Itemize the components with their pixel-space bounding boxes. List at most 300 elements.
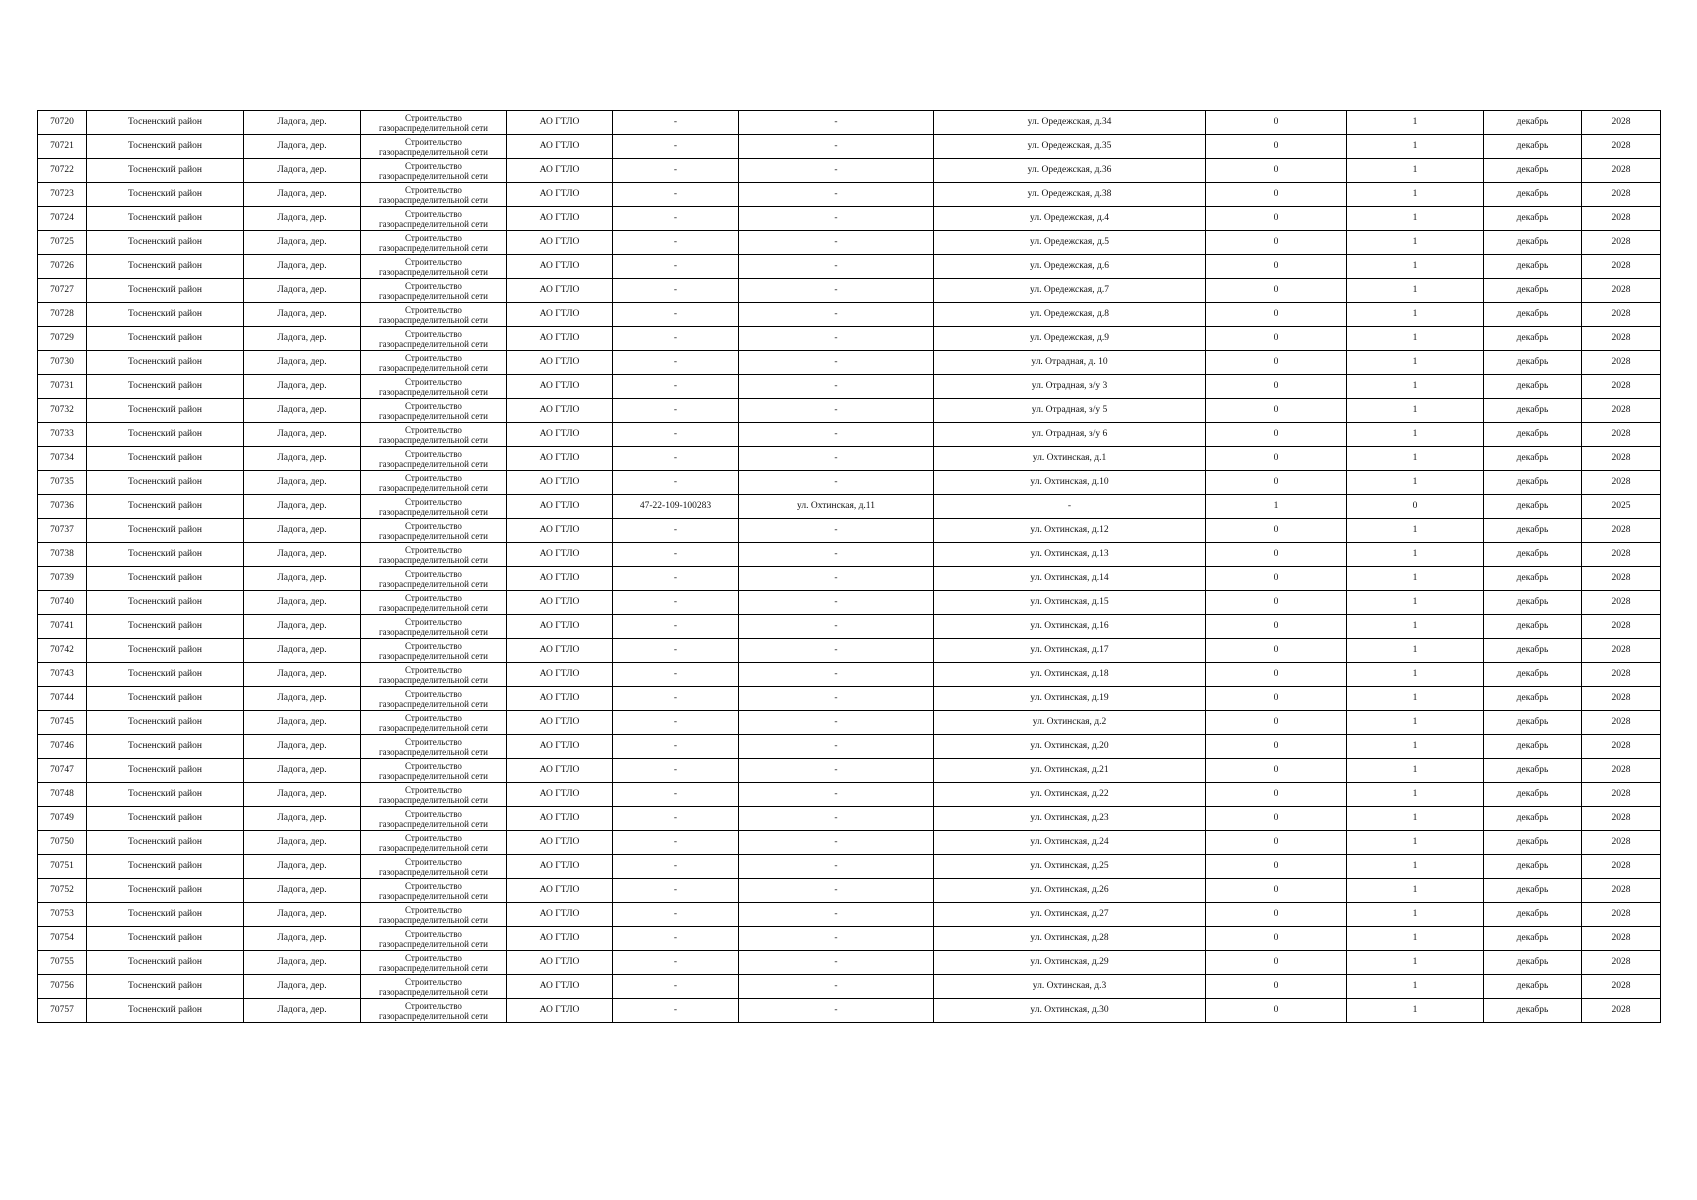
organization-cell: АО ГТЛО bbox=[507, 663, 613, 687]
table-row bbox=[38, 783, 1661, 807]
row-number-cell: 70757 bbox=[38, 999, 87, 1023]
locality-cell: Ладога, дер. bbox=[244, 207, 361, 231]
row-number-cell: 70747 bbox=[38, 759, 87, 783]
work-type-cell bbox=[361, 615, 507, 639]
count-b-cell: 1 bbox=[1347, 903, 1484, 927]
work-type-cell bbox=[361, 975, 507, 999]
row-number-cell: 70731 bbox=[38, 375, 87, 399]
address-cell: ул. Охтинская, д.29 bbox=[934, 951, 1206, 975]
month-cell: декабрь bbox=[1484, 759, 1582, 783]
work-type-cell bbox=[361, 471, 507, 495]
work-type-line-2: газораспределительной сети bbox=[378, 1010, 488, 1021]
cadastral-number-cell: - bbox=[613, 279, 739, 303]
work-type-cell bbox=[361, 159, 507, 183]
locality-cell: Ладога, дер. bbox=[244, 783, 361, 807]
locality-cell: Ладога, дер. bbox=[244, 135, 361, 159]
count-b-cell: 1 bbox=[1347, 423, 1484, 447]
year-cell: 2028 bbox=[1582, 903, 1661, 927]
row-number-cell: 70721 bbox=[38, 135, 87, 159]
address-cell: ул. Оредежская, д.4 bbox=[934, 207, 1206, 231]
district-cell: Тосненский район bbox=[87, 735, 244, 759]
locality-cell: Ладога, дер. bbox=[244, 495, 361, 519]
object-address-cell: - bbox=[739, 375, 934, 399]
locality-cell: Ладога, дер. bbox=[244, 471, 361, 495]
work-type-line-1: Строительство bbox=[405, 592, 462, 603]
month-cell: декабрь bbox=[1484, 519, 1582, 543]
district-cell: Тосненский район bbox=[87, 543, 244, 567]
district-cell: Тосненский район bbox=[87, 255, 244, 279]
locality-cell: Ладога, дер. bbox=[244, 903, 361, 927]
row-number-cell: 70743 bbox=[38, 663, 87, 687]
work-type-line-1: Строительство bbox=[405, 328, 462, 339]
work-type-line-1: Строительство bbox=[405, 472, 462, 483]
count-a-cell: 0 bbox=[1206, 303, 1347, 327]
cadastral-number-cell: - bbox=[613, 639, 739, 663]
work-type-line-1: Строительство bbox=[405, 664, 462, 675]
address-cell: ул. Охтинская, д.26 bbox=[934, 879, 1206, 903]
address-cell: ул. Охтинская, д.14 bbox=[934, 567, 1206, 591]
table-row bbox=[38, 687, 1661, 711]
address-cell: ул. Охтинская, д.12 bbox=[934, 519, 1206, 543]
month-cell: декабрь bbox=[1484, 783, 1582, 807]
work-type-line-1: Строительство bbox=[405, 232, 462, 243]
count-a-cell: 0 bbox=[1206, 159, 1347, 183]
object-address-cell: - bbox=[739, 879, 934, 903]
object-address-cell: - bbox=[739, 639, 934, 663]
cadastral-number-cell: - bbox=[613, 999, 739, 1023]
work-type-line-2: газораспределительной сети bbox=[378, 914, 488, 925]
cadastral-number-cell: - bbox=[613, 951, 739, 975]
district-cell: Тосненский район bbox=[87, 639, 244, 663]
district-cell: Тосненский район bbox=[87, 807, 244, 831]
locality-cell: Ладога, дер. bbox=[244, 231, 361, 255]
organization-cell: АО ГТЛО bbox=[507, 903, 613, 927]
work-type-line-2: газораспределительной сети bbox=[378, 650, 488, 661]
work-type-cell bbox=[361, 279, 507, 303]
row-number-cell: 70737 bbox=[38, 519, 87, 543]
cadastral-number-cell: - bbox=[613, 783, 739, 807]
object-address-cell: - bbox=[739, 687, 934, 711]
work-type-line-1: Строительство bbox=[405, 448, 462, 459]
month-cell: декабрь bbox=[1484, 663, 1582, 687]
work-type-line-2: газораспределительной сети bbox=[378, 482, 488, 493]
district-cell: Тосненский район bbox=[87, 999, 244, 1023]
table-row bbox=[38, 903, 1661, 927]
address-cell: ул. Охтинская, д.25 bbox=[934, 855, 1206, 879]
month-cell: декабрь bbox=[1484, 855, 1582, 879]
work-type-line-2: газораспределительной сети bbox=[378, 266, 488, 277]
count-b-cell: 1 bbox=[1347, 375, 1484, 399]
count-a-cell: 0 bbox=[1206, 255, 1347, 279]
year-cell: 2028 bbox=[1582, 399, 1661, 423]
cadastral-number-cell: - bbox=[613, 927, 739, 951]
work-type-cell bbox=[361, 543, 507, 567]
month-cell: декабрь bbox=[1484, 207, 1582, 231]
table-row bbox=[38, 615, 1661, 639]
organization-cell: АО ГТЛО bbox=[507, 783, 613, 807]
count-b-cell: 1 bbox=[1347, 663, 1484, 687]
district-cell: Тосненский район bbox=[87, 135, 244, 159]
year-cell: 2028 bbox=[1582, 159, 1661, 183]
count-b-cell: 1 bbox=[1347, 615, 1484, 639]
work-type-line-2: газораспределительной сети bbox=[378, 506, 488, 517]
count-a-cell: 0 bbox=[1206, 999, 1347, 1023]
month-cell: декабрь bbox=[1484, 303, 1582, 327]
row-number-cell: 70750 bbox=[38, 831, 87, 855]
table-row bbox=[38, 855, 1661, 879]
count-b-cell: 1 bbox=[1347, 327, 1484, 351]
count-b-cell: 1 bbox=[1347, 207, 1484, 231]
district-cell: Тосненский район bbox=[87, 495, 244, 519]
locality-cell: Ладога, дер. bbox=[244, 183, 361, 207]
work-type-line-1: Строительство bbox=[405, 280, 462, 291]
district-cell: Тосненский район bbox=[87, 783, 244, 807]
cadastral-number-cell: - bbox=[613, 447, 739, 471]
table-row bbox=[38, 471, 1661, 495]
organization-cell: АО ГТЛО bbox=[507, 951, 613, 975]
table-row bbox=[38, 327, 1661, 351]
count-a-cell: 0 bbox=[1206, 519, 1347, 543]
cadastral-number-cell: - bbox=[613, 855, 739, 879]
district-cell: Тосненский район bbox=[87, 183, 244, 207]
object-address-cell: - bbox=[739, 207, 934, 231]
row-number-cell: 70748 bbox=[38, 783, 87, 807]
count-b-cell: 1 bbox=[1347, 927, 1484, 951]
work-type-line-1: Строительство bbox=[405, 568, 462, 579]
year-cell: 2028 bbox=[1582, 471, 1661, 495]
month-cell: декабрь bbox=[1484, 711, 1582, 735]
work-type-line-2: газораспределительной сети bbox=[378, 170, 488, 181]
row-number-cell: 70740 bbox=[38, 591, 87, 615]
district-cell: Тосненский район bbox=[87, 159, 244, 183]
row-number-cell: 70744 bbox=[38, 687, 87, 711]
table-row bbox=[38, 279, 1661, 303]
organization-cell: АО ГТЛО bbox=[507, 519, 613, 543]
object-address-cell: - bbox=[739, 591, 934, 615]
work-type-line-2: газораспределительной сети bbox=[378, 458, 488, 469]
object-address-cell: - bbox=[739, 111, 934, 135]
address-cell: ул. Отрадная, з/у 6 bbox=[934, 423, 1206, 447]
work-type-line-1: Строительство bbox=[405, 352, 462, 363]
work-type-line-2: газораспределительной сети bbox=[378, 290, 488, 301]
work-type-line-1: Строительство bbox=[405, 424, 462, 435]
table-row bbox=[38, 447, 1661, 471]
address-cell: ул. Охтинская, д.22 bbox=[934, 783, 1206, 807]
object-address-cell: - bbox=[739, 711, 934, 735]
work-type-line-2: газораспределительной сети bbox=[378, 842, 488, 853]
district-cell: Тосненский район bbox=[87, 519, 244, 543]
table-row bbox=[38, 711, 1661, 735]
count-a-cell: 0 bbox=[1206, 231, 1347, 255]
work-type-line-1: Строительство bbox=[405, 976, 462, 987]
district-cell: Тосненский район bbox=[87, 327, 244, 351]
month-cell: декабрь bbox=[1484, 687, 1582, 711]
locality-cell: Ладога, дер. bbox=[244, 759, 361, 783]
object-address-cell: - bbox=[739, 303, 934, 327]
count-a-cell: 0 bbox=[1206, 975, 1347, 999]
count-b-cell: 1 bbox=[1347, 447, 1484, 471]
year-cell: 2028 bbox=[1582, 351, 1661, 375]
district-cell: Тосненский район bbox=[87, 447, 244, 471]
locality-cell: Ладога, дер. bbox=[244, 663, 361, 687]
cadastral-number-cell: - bbox=[613, 111, 739, 135]
cadastral-number-cell: - bbox=[613, 543, 739, 567]
count-b-cell: 1 bbox=[1347, 567, 1484, 591]
row-number-cell: 70727 bbox=[38, 279, 87, 303]
count-b-cell: 1 bbox=[1347, 807, 1484, 831]
address-cell: - bbox=[934, 495, 1206, 519]
row-number-cell: 70724 bbox=[38, 207, 87, 231]
work-type-line-2: газораспределительной сети bbox=[378, 194, 488, 205]
row-number-cell: 70720 bbox=[38, 111, 87, 135]
year-cell: 2028 bbox=[1582, 207, 1661, 231]
row-number-cell: 70742 bbox=[38, 639, 87, 663]
table-row bbox=[38, 663, 1661, 687]
year-cell: 2028 bbox=[1582, 135, 1661, 159]
locality-cell: Ладога, дер. bbox=[244, 855, 361, 879]
organization-cell: АО ГТЛО bbox=[507, 639, 613, 663]
count-a-cell: 0 bbox=[1206, 711, 1347, 735]
work-type-line-2: газораспределительной сети bbox=[378, 578, 488, 589]
count-b-cell: 1 bbox=[1347, 687, 1484, 711]
year-cell: 2028 bbox=[1582, 783, 1661, 807]
locality-cell: Ладога, дер. bbox=[244, 327, 361, 351]
work-type-line-2: газораспределительной сети bbox=[378, 242, 488, 253]
year-cell: 2028 bbox=[1582, 879, 1661, 903]
work-type-line-1: Строительство bbox=[405, 304, 462, 315]
work-type-line-1: Строительство bbox=[405, 856, 462, 867]
object-address-cell: - bbox=[739, 327, 934, 351]
table-row bbox=[38, 231, 1661, 255]
work-type-line-2: газораспределительной сети bbox=[378, 362, 488, 373]
year-cell: 2028 bbox=[1582, 327, 1661, 351]
object-address-cell: - bbox=[739, 447, 934, 471]
work-type-line-1: Строительство bbox=[405, 904, 462, 915]
row-number-cell: 70736 bbox=[38, 495, 87, 519]
month-cell: декабрь bbox=[1484, 639, 1582, 663]
count-b-cell: 1 bbox=[1347, 783, 1484, 807]
address-cell: ул. Оредежская, д.9 bbox=[934, 327, 1206, 351]
district-cell: Тосненский район bbox=[87, 567, 244, 591]
locality-cell: Ладога, дер. bbox=[244, 951, 361, 975]
count-a-cell: 0 bbox=[1206, 327, 1347, 351]
table-row bbox=[38, 207, 1661, 231]
locality-cell: Ладога, дер. bbox=[244, 543, 361, 567]
work-type-cell bbox=[361, 423, 507, 447]
month-cell: декабрь bbox=[1484, 423, 1582, 447]
locality-cell: Ладога, дер. bbox=[244, 255, 361, 279]
work-type-line-1: Строительство bbox=[405, 808, 462, 819]
work-type-cell bbox=[361, 255, 507, 279]
organization-cell: АО ГТЛО bbox=[507, 879, 613, 903]
district-cell: Тосненский район bbox=[87, 759, 244, 783]
organization-cell: АО ГТЛО bbox=[507, 279, 613, 303]
count-b-cell: 1 bbox=[1347, 279, 1484, 303]
cadastral-number-cell: - bbox=[613, 567, 739, 591]
organization-cell: АО ГТЛО bbox=[507, 351, 613, 375]
cadastral-number-cell: 47-22-109-100283 bbox=[613, 495, 739, 519]
count-b-cell: 1 bbox=[1347, 591, 1484, 615]
locality-cell: Ладога, дер. bbox=[244, 975, 361, 999]
table-row bbox=[38, 135, 1661, 159]
address-cell: ул. Оредежская, д.36 bbox=[934, 159, 1206, 183]
count-a-cell: 0 bbox=[1206, 399, 1347, 423]
table-row bbox=[38, 303, 1661, 327]
address-cell: ул. Охтинская, д.16 bbox=[934, 615, 1206, 639]
work-type-line-2: газораспределительной сети bbox=[378, 434, 488, 445]
work-type-line-2: газораспределительной сети bbox=[378, 626, 488, 637]
year-cell: 2028 bbox=[1582, 231, 1661, 255]
row-number-cell: 70745 bbox=[38, 711, 87, 735]
year-cell: 2028 bbox=[1582, 447, 1661, 471]
locality-cell: Ладога, дер. bbox=[244, 591, 361, 615]
address-cell: ул. Охтинская, д.15 bbox=[934, 591, 1206, 615]
address-cell: ул. Охтинская, д.3 bbox=[934, 975, 1206, 999]
organization-cell: АО ГТЛО bbox=[507, 543, 613, 567]
organization-cell: АО ГТЛО bbox=[507, 759, 613, 783]
cadastral-number-cell: - bbox=[613, 687, 739, 711]
count-b-cell: 1 bbox=[1347, 975, 1484, 999]
count-a-cell: 0 bbox=[1206, 879, 1347, 903]
object-address-cell: - bbox=[739, 903, 934, 927]
year-cell: 2028 bbox=[1582, 255, 1661, 279]
year-cell: 2028 bbox=[1582, 711, 1661, 735]
year-cell: 2028 bbox=[1582, 927, 1661, 951]
work-type-line-1: Строительство bbox=[405, 136, 462, 147]
count-a-cell: 0 bbox=[1206, 735, 1347, 759]
object-address-cell: - bbox=[739, 255, 934, 279]
object-address-cell: - bbox=[739, 519, 934, 543]
count-a-cell: 0 bbox=[1206, 615, 1347, 639]
object-address-cell: - bbox=[739, 927, 934, 951]
work-type-line-1: Строительство bbox=[405, 736, 462, 747]
cadastral-number-cell: - bbox=[613, 663, 739, 687]
count-a-cell: 0 bbox=[1206, 591, 1347, 615]
address-cell: ул. Охтинская, д.20 bbox=[934, 735, 1206, 759]
row-number-cell: 70734 bbox=[38, 447, 87, 471]
year-cell: 2028 bbox=[1582, 111, 1661, 135]
address-cell: ул. Оредежская, д.5 bbox=[934, 231, 1206, 255]
row-number-cell: 70749 bbox=[38, 807, 87, 831]
cadastral-number-cell: - bbox=[613, 255, 739, 279]
month-cell: декабрь bbox=[1484, 999, 1582, 1023]
table-row bbox=[38, 831, 1661, 855]
cadastral-number-cell: - bbox=[613, 351, 739, 375]
organization-cell: АО ГТЛО bbox=[507, 999, 613, 1023]
year-cell: 2028 bbox=[1582, 687, 1661, 711]
work-type-line-1: Строительство bbox=[405, 544, 462, 555]
object-address-cell: - bbox=[739, 543, 934, 567]
month-cell: декабрь bbox=[1484, 975, 1582, 999]
table-row bbox=[38, 351, 1661, 375]
work-type-line-1: Строительство bbox=[405, 880, 462, 891]
work-type-cell bbox=[361, 591, 507, 615]
work-type-line-1: Строительство bbox=[405, 520, 462, 531]
object-address-cell: - bbox=[739, 567, 934, 591]
count-b-cell: 1 bbox=[1347, 519, 1484, 543]
organization-cell: АО ГТЛО bbox=[507, 447, 613, 471]
organization-cell: АО ГТЛО bbox=[507, 375, 613, 399]
work-type-cell bbox=[361, 495, 507, 519]
object-address-cell: - bbox=[739, 231, 934, 255]
row-number-cell: 70732 bbox=[38, 399, 87, 423]
work-type-line-2: газораспределительной сети bbox=[378, 386, 488, 397]
organization-cell: АО ГТЛО bbox=[507, 687, 613, 711]
year-cell: 2028 bbox=[1582, 663, 1661, 687]
count-b-cell: 1 bbox=[1347, 543, 1484, 567]
table-row bbox=[38, 519, 1661, 543]
count-b-cell: 1 bbox=[1347, 639, 1484, 663]
district-cell: Тосненский район bbox=[87, 207, 244, 231]
organization-cell: АО ГТЛО bbox=[507, 255, 613, 279]
work-type-cell bbox=[361, 735, 507, 759]
cadastral-number-cell: - bbox=[613, 591, 739, 615]
address-cell: ул. Охтинская, д.13 bbox=[934, 543, 1206, 567]
object-address-cell: - bbox=[739, 159, 934, 183]
work-type-line-1: Строительство bbox=[405, 376, 462, 387]
cadastral-number-cell: - bbox=[613, 903, 739, 927]
address-cell: ул. Оредежская, д.8 bbox=[934, 303, 1206, 327]
work-type-line-1: Строительство bbox=[405, 160, 462, 171]
address-cell: ул. Оредежская, д.34 bbox=[934, 111, 1206, 135]
month-cell: декабрь bbox=[1484, 831, 1582, 855]
work-type-line-1: Строительство bbox=[405, 832, 462, 843]
district-cell: Тосненский район bbox=[87, 351, 244, 375]
locality-cell: Ладога, дер. bbox=[244, 375, 361, 399]
cadastral-number-cell: - bbox=[613, 207, 739, 231]
district-cell: Тосненский район bbox=[87, 903, 244, 927]
district-cell: Тосненский район bbox=[87, 711, 244, 735]
work-type-line-2: газораспределительной сети bbox=[378, 146, 488, 157]
table-row bbox=[38, 159, 1661, 183]
count-b-cell: 0 bbox=[1347, 495, 1484, 519]
work-type-cell bbox=[361, 135, 507, 159]
row-number-cell: 70746 bbox=[38, 735, 87, 759]
month-cell: декабрь bbox=[1484, 375, 1582, 399]
work-type-line-2: газораспределительной сети bbox=[378, 962, 488, 973]
row-number-cell: 70753 bbox=[38, 903, 87, 927]
locality-cell: Ладога, дер. bbox=[244, 879, 361, 903]
district-cell: Тосненский район bbox=[87, 231, 244, 255]
table-row bbox=[38, 255, 1661, 279]
count-b-cell: 1 bbox=[1347, 135, 1484, 159]
count-a-cell: 0 bbox=[1206, 807, 1347, 831]
locality-cell: Ладога, дер. bbox=[244, 567, 361, 591]
district-cell: Тосненский район bbox=[87, 375, 244, 399]
locality-cell: Ладога, дер. bbox=[244, 399, 361, 423]
locality-cell: Ладога, дер. bbox=[244, 735, 361, 759]
table-row bbox=[38, 639, 1661, 663]
count-a-cell: 1 bbox=[1206, 495, 1347, 519]
cadastral-number-cell: - bbox=[613, 879, 739, 903]
month-cell: декабрь bbox=[1484, 135, 1582, 159]
cadastral-number-cell: - bbox=[613, 615, 739, 639]
object-address-cell: - bbox=[739, 999, 934, 1023]
object-address-cell: - bbox=[739, 783, 934, 807]
address-cell: ул. Оредежская, д.38 bbox=[934, 183, 1206, 207]
cadastral-number-cell: - bbox=[613, 471, 739, 495]
year-cell: 2028 bbox=[1582, 543, 1661, 567]
work-type-cell bbox=[361, 879, 507, 903]
district-cell: Тосненский район bbox=[87, 927, 244, 951]
locality-cell: Ладога, дер. bbox=[244, 279, 361, 303]
work-type-line-2: газораспределительной сети bbox=[378, 890, 488, 901]
table-row bbox=[38, 759, 1661, 783]
work-type-cell bbox=[361, 519, 507, 543]
table-row bbox=[38, 951, 1661, 975]
count-a-cell: 0 bbox=[1206, 447, 1347, 471]
object-address-cell: - bbox=[739, 759, 934, 783]
